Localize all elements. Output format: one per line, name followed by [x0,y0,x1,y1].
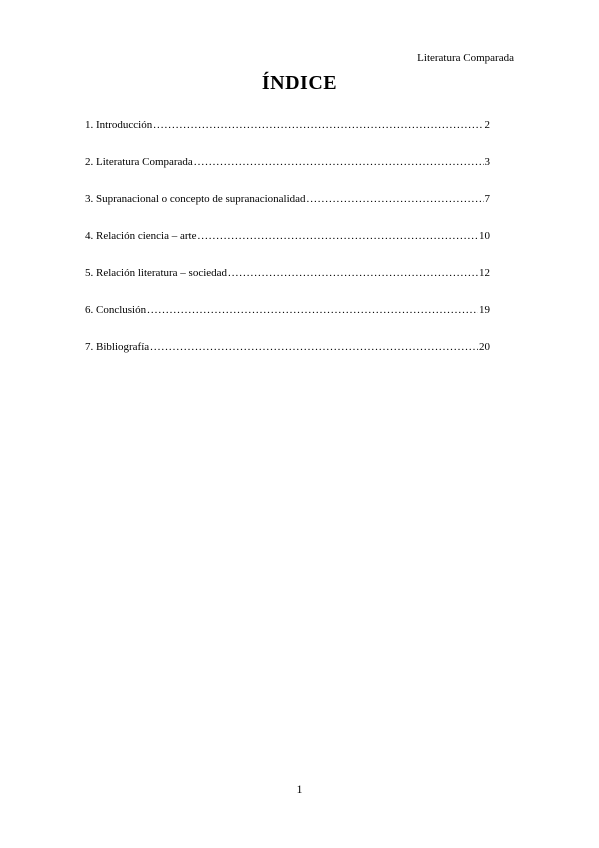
toc-dot-leader [228,267,478,279]
toc-entry-label: 7. Bibliografía [85,341,150,353]
toc-entry-page: 7 [484,193,490,205]
toc-dot-leader [307,193,484,205]
toc-entry[interactable] [85,341,490,378]
toc-entry[interactable] [85,304,490,341]
toc-entry-label: 5. Relación literatura – sociedad [85,267,228,279]
toc-entry-label: 4. Relación ciencia – arte [85,230,197,242]
toc-dot-leader [150,341,478,353]
page-title: ÍNDICE [261,72,338,94]
toc-dot-leader [194,156,484,168]
toc-entry-page: 10 [479,230,490,242]
toc-entry-label: 1. Introducción [85,119,153,131]
toc-entry[interactable] [85,193,490,230]
toc-dot-leader [153,119,483,131]
page-number: 1 [296,782,303,796]
toc-entry-page: 20 [479,341,490,353]
running-header: Literatura Comparada [417,52,514,64]
toc-entry[interactable] [85,267,490,304]
toc-entry[interactable] [85,119,490,156]
toc-entry[interactable] [85,230,490,267]
toc-entry-label: 6. Conclusión [85,304,147,316]
toc-entry-page: 19 [479,304,490,316]
toc-entry-page: 3 [484,156,490,168]
toc-entry-page: 12 [479,267,490,279]
table-of-contents [85,119,490,378]
toc-entry-page: 2 [484,119,490,131]
toc-dot-leader [147,304,478,316]
toc-entry[interactable] [85,156,490,193]
toc-entry-label: 2. Literatura Comparada [85,156,193,168]
toc-dot-leader [197,230,478,242]
toc-entry-label: 3. Supranacional o concepto de supranacionalidad [85,193,306,205]
